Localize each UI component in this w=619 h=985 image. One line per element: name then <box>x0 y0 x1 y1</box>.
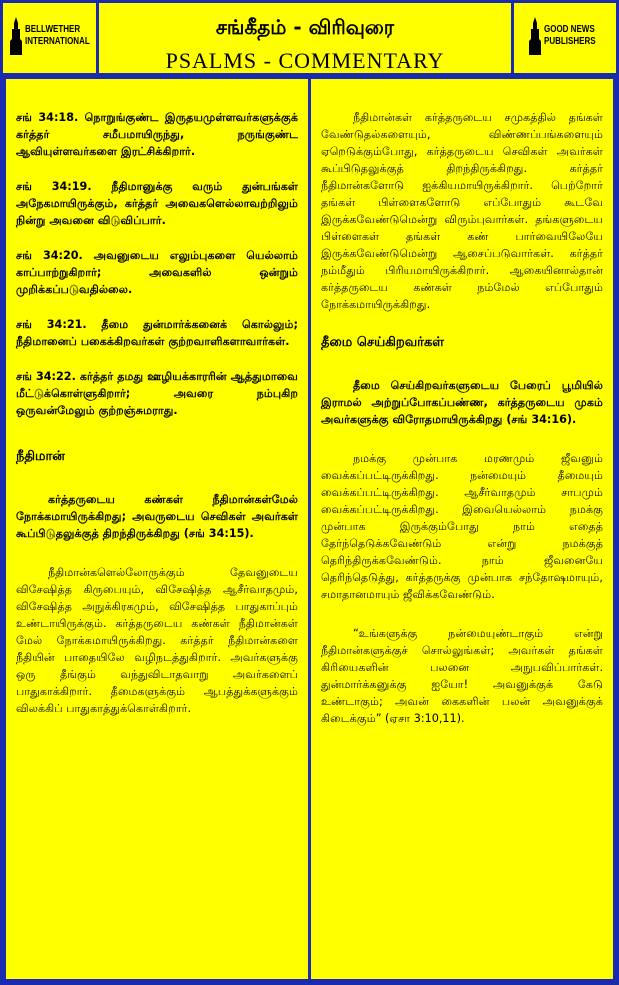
right-logo-line2: PUBLISHERS <box>544 36 596 47</box>
title-tamil: சங்கீதம் - விரிவுரை <box>215 15 395 39</box>
bellwether-logo <box>3 3 99 76</box>
paragraph-righteous: நீதிமான்களெல்லோருக்கும் தேவனுடைய விசேஷித்த கிருபையும், விசேஷித்த ஆசீர்வாதமும், விசேஷித்த அநுக்கிரகமும், விசேஷித்த பாதுகாப்பும் உண்டாயிருக்கும். கர்த்தருடைய கண்கள் நீதிமான்கள் மேல் நோக்கமாயிருக்கிறது. கர்த்தர் நீதிமான்களை நீதியின் பாதையிலே வழிநடத்துகிறார். அவர்களுக்கு ஒரு தீங்கும் வந்துவிடாதவாறு அவர்களைப் பாதுகாக்கிறார். தீமைகளுக்கும் ஆபத்துக்களுக்கும் விலக்கிப் பாதுகாத்துக்கொள்கிறார். <box>16 566 298 715</box>
bell-tower-icon <box>9 17 23 55</box>
verse-34-21: சங் 34:21. தீமை துன்மார்க்கனைக் கொல்லும்; நீதிமானைப் பகைக்கிறவர்கள் குற்றவாளிகளாவார்கள். <box>16 318 298 348</box>
right-column <box>308 76 616 982</box>
title-english: PSALMS - COMMENTARY <box>165 48 445 73</box>
paragraph-life-and-death: நமக்கு முன்பாக மரணமும் ஜீவனும் வைக்கப்பட்டிருக்கிறது. நன்மையும் தீமையும் வைக்கப்பட்டிருக்கிறது. ஆசீர்வாதமும் சாபமும் வைக்கப்பட்டிருக்கிறது. இவையெல்லாம் நமக்கு முன்பாக இருக்கும்போது நாம் எதைத் தேர்ந்தெடுக்கவேண்டும் என்று நமக்குத் தெரிந்திருக்கவேண்டும். நாம் ஜீவனையே தெரிந்தெடுத்து, கர்த்தருக்கு முன்பாக சந்தோஷமாயும், சமாதானமாயும் ஜீவிக்கவேண்டும். <box>321 452 603 601</box>
quote-psalm-34-16: தீமை செய்கிறவர்களுடைய பேரைப் பூமியில் இராமல் அற்றுப்போகப்பண்ண, கர்த்தருடைய முகம் அவர்களுக்கு விரோதமாயிருக்கிறது (சங் 34:16). <box>321 379 603 426</box>
bell-tower-icon <box>528 17 542 55</box>
left-column <box>3 76 311 982</box>
verse-34-18: சங் 34:18. நொறுங்குண்ட இருதயமுள்ளவர்களுக்குக் கர்த்தர் சமீபமாயிருந்து, நருங்குண்ட ஆவியுள்ளவர்களை இரட்சிக்கிறார். <box>16 111 298 158</box>
left-logo-line1: BELLWETHER <box>25 24 81 35</box>
section-heading-righteous: நீதிமான் <box>16 449 65 464</box>
paragraph-prayers: நீதிமான்கள் கர்த்தருடைய சமுகத்தில் தங்கள் வேண்டுதல்களையும், விண்ணப்பங்களையும் ஏறெடுக்கும்போது, கர்த்தருடைய செவிகள் அவர்கள் கூப்பிடுதலுக்குத் திறந்திருக்கிறது. கர்த்தர் நீதிமான்களோடு ஐக்கியமாயிருக்கிறார். பெற்றோர் தங்கள் பிள்ளைகளோடு எப்போதும் கூடவே இருக்கவேண்டுமென்று விரும்புவார்கள். தங்களுடைய பிள்ளைகள் தங்கள் கண் பார்வையிலேயே இருக்கவேண்டுமென்று ஆசைப்படுவார்கள். கர்த்தர் நம்மீதும் பிரியமாயிருக்கிறார். ஆகையினால்தான் கர்த்தருடைய கண்கள் நம்மேல் எப்போதும் நோக்கமாயிருக்கிறது. <box>321 111 603 311</box>
quote-psalm-34-15: கர்த்தருடைய கண்கள் நீதிமான்கள்மேல் நோக்கமாயிருக்கிறது; அவருடைய செவிகள் அவர்கள் கூப்பிடுதலுக்குத் திறந்திருக்கிறது (சங் 34:15). <box>16 493 298 540</box>
verse-34-19: சங் 34:19. நீதிமானுக்கு வரும் துன்பங்கள் அநேகமாயிருக்கும், கர்த்தர் அவைகளெல்லாவற்றிலும் நின்று அவனை விடுவிப்பார். <box>16 180 298 227</box>
quote-isaiah-3-10: “உங்களுக்கு நன்மையுண்டாகும் என்று நீதிமான்களுக்குச் சொல்லுங்கள்; அவர்கள் தங்கள் கிரியைகளின் பலனை அநுபவிப்பார்கள். துன்மார்க்கனுக்கு ஐயோ! அவனுக்குக் கேடு உண்டாகும்; அவன் கைகளின் பலன் அவனுக்குக் கிடைக்கும்” (ஏசா 3:10,11). <box>321 627 603 725</box>
verse-34-20: சங் 34:20. அவனுடைய எலும்புகளை யெல்லாம் காப்பாற்றுகிறார்; அவைகளில் ஒன்றும் முறிக்கப்படுவதில்லை. <box>16 249 298 296</box>
right-logo-line1: GOOD NEWS <box>544 24 595 35</box>
left-logo-line2: INTERNATIONAL <box>25 36 90 47</box>
section-heading-evildoers: தீமை செய்கிறவர்கள் <box>321 335 444 350</box>
verse-34-22: சங் 34:22. கர்த்தர் தமது ஊழியக்காரரின் ஆத்துமாவை மீட்டுக்கொள்ளுகிறார்; அவரை நம்புகிற ஒருவன்மேலும் குற்றஞ்சுமராது. <box>16 370 298 417</box>
title-box <box>96 3 514 76</box>
good-news-logo <box>511 3 616 76</box>
